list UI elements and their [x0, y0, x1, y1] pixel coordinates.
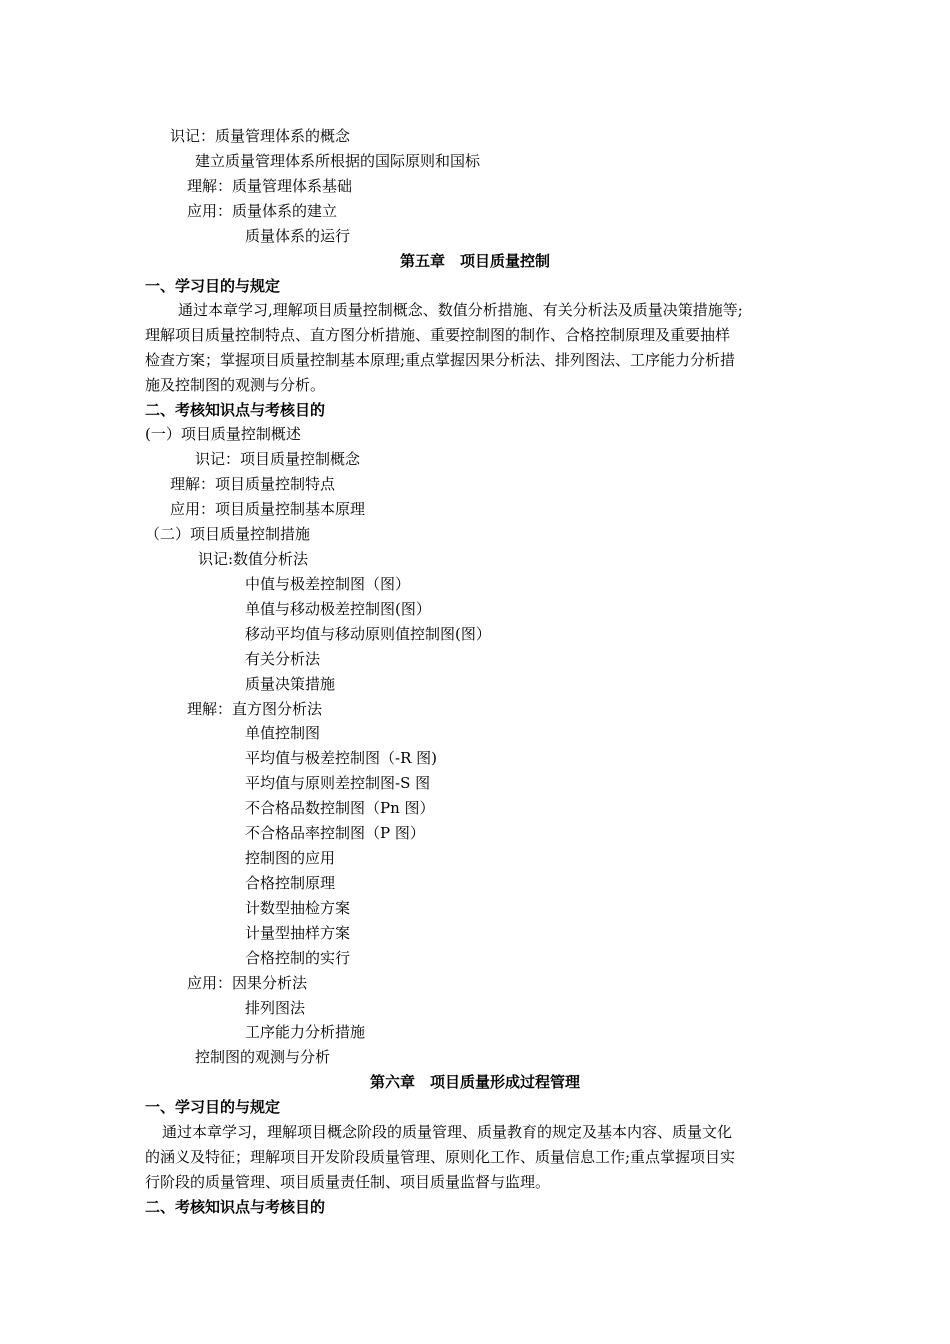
subsection-heading: （二）项目质量控制措施: [145, 525, 311, 543]
text-line: 建立质量管理体系所根据的国际原则和国标: [195, 152, 481, 170]
list-item: 移动平均值与移动原则值控制图(图）: [245, 625, 491, 643]
section-heading: 二、考核知识点与考核目的: [145, 1198, 326, 1216]
section-heading: 二、考核知识点与考核目的: [145, 401, 326, 419]
list-item: 不合格品率控制图（P 图）: [245, 824, 425, 842]
list-item: 排列图法: [245, 999, 306, 1017]
text-line: 识记：质量管理体系的概念: [170, 127, 351, 145]
list-item: 理解：直方图分析法: [187, 700, 323, 718]
list-item: 控制图的观测与分析: [195, 1048, 331, 1066]
paragraph-line: 检查方案；掌握项目质量控制基本原理;重点掌握因果分析法、排列图法、工序能力分析措: [145, 351, 736, 369]
list-item: 计数型抽检方案: [245, 899, 351, 917]
list-item: 计量型抽样方案: [245, 924, 351, 942]
list-item: 应用：项目质量控制基本原理: [170, 500, 366, 518]
paragraph-line: 理解项目质量控制特点、直方图分析措施、重要控制图的制作、合格控制原理及重要抽样: [145, 326, 731, 344]
list-item: 平均值与原则差控制图-S 图: [245, 774, 431, 792]
chapter-title: 第五章 项目质量控制: [399, 252, 550, 270]
text-line: 应用：质量体系的建立: [187, 202, 338, 220]
list-item: 识记：项目质量控制概念: [195, 450, 361, 468]
list-item: 平均值与极差控制图（-R 图): [245, 749, 437, 767]
list-item: 合格控制原理: [245, 874, 336, 892]
list-item: 单值控制图: [245, 724, 321, 742]
list-item: 中值与极差控制图（图）: [245, 575, 411, 593]
section-heading: 一、学习目的与规定: [145, 1098, 281, 1116]
text-line: 理解：质量管理体系基础: [187, 177, 353, 195]
section-heading: 一、学习目的与规定: [145, 277, 281, 295]
list-item: 质量决策措施: [245, 675, 336, 693]
chapter-title: 第六章 项目质量形成过程管理: [369, 1073, 580, 1091]
paragraph-line: 的涵义及特征；理解项目开发阶段质量管理、原则化工作、质量信息工作;重点掌握项目实: [145, 1148, 736, 1166]
list-item: 识记:数值分析法: [198, 550, 309, 568]
list-item: 理解：项目质量控制特点: [170, 475, 336, 493]
list-item: 有关分析法: [245, 650, 321, 668]
paragraph-line: 施及控制图的观测与分析。: [145, 376, 326, 394]
subsection-heading: (一）项目质量控制概述: [145, 425, 301, 443]
paragraph-line: 行阶段的质量管理、项目质量责任制、项目质量监督与监理。: [145, 1173, 551, 1191]
list-item: 应用：因果分析法: [187, 974, 308, 992]
paragraph-line: 通过本章学习，理解项目概念阶段的质量管理、质量教育的规定及基本内容、质量文化: [162, 1123, 733, 1141]
list-item: 控制图的应用: [245, 849, 336, 867]
list-item: 工序能力分析措施: [245, 1023, 366, 1041]
text-line: 质量体系的运行: [245, 227, 351, 245]
paragraph-line: 通过本章学习,理解项目质量控制概念、数值分析措施、有关分析法及质量决策措施等;: [178, 301, 743, 319]
list-item: 单值与移动极差控制图(图）: [245, 600, 431, 618]
list-item: 不合格品数控制图（Pn 图）: [245, 799, 435, 817]
list-item: 合格控制的实行: [245, 949, 351, 967]
